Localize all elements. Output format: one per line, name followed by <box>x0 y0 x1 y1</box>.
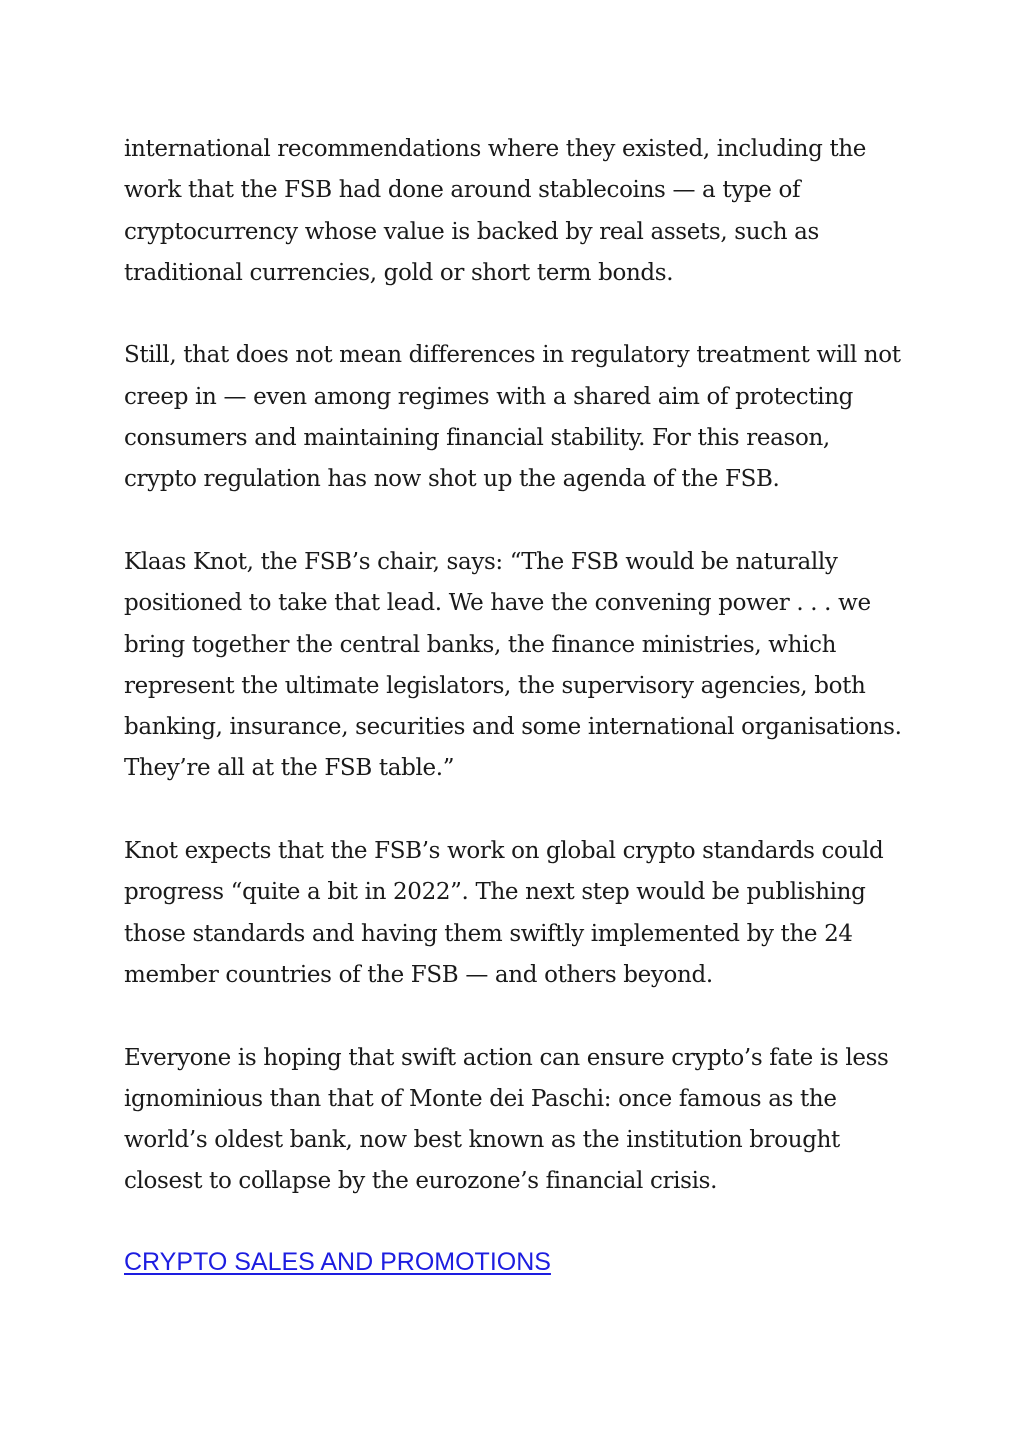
text-line: positioned to take that lead. We have the convening power . . . we <box>124 590 871 617</box>
text-line: They’re all at the FSB table.” <box>124 755 455 782</box>
text-line: consumers and maintaining financial stability. For this reason, <box>124 425 830 452</box>
text-line: creep in — even among regimes with a shared aim of protecting <box>124 383 854 410</box>
document-page <box>124 129 914 1279</box>
text-line: represent the ultimate legislators, the supervisory agencies, both <box>124 672 866 699</box>
text-line: crypto regulation has now shot up the agenda of the FSB. <box>124 466 780 493</box>
text-line: work that the FSB had done around stablecoins — a type of <box>124 177 801 204</box>
text-line: closest to collapse by the eurozone’s financial crisis. <box>124 1168 718 1195</box>
text-line: banking, insurance, securities and some international organisations. <box>124 714 902 741</box>
text-line: bring together the central banks, the finance ministries, which <box>124 631 837 658</box>
text-line: cryptocurrency whose value is backed by real assets, such as <box>124 218 819 245</box>
text-line: progress “quite a bit in 2022”. The next step would be publishing <box>124 879 866 906</box>
text-line: member countries of the FSB — and others beyond. <box>124 961 713 988</box>
paragraph-3 <box>124 542 914 790</box>
text-line: world’s oldest bank, now best known as the institution brought <box>124 1127 840 1154</box>
text-line: those standards and having them swiftly implemented by the 24 <box>124 920 853 947</box>
crypto-sales-promotions-link[interactable]: CRYPTO SALES AND PROMOTIONS <box>124 1248 551 1277</box>
text-line: traditional currencies, gold or short term bonds. <box>124 259 674 286</box>
text-line: ignominious than that of Monte dei Paschi: once famous as the <box>124 1085 837 1112</box>
text-line: Knot expects that the FSB’s work on global crypto standards could <box>124 838 884 865</box>
text-line: international recommendations where they existed, including the <box>124 136 867 162</box>
paragraph-2 <box>124 335 914 500</box>
paragraph-5 <box>124 1038 914 1203</box>
text-line: Everyone is hoping that swift action can ensure crypto’s fate is less <box>124 1044 889 1071</box>
text-line: Still, that does not mean differences in regulatory treatment will not <box>124 342 901 369</box>
paragraph-1 <box>124 129 914 294</box>
text-line: Klaas Knot, the FSB’s chair, says: “The FSB would be naturally <box>124 548 838 575</box>
paragraph-4 <box>124 831 914 996</box>
